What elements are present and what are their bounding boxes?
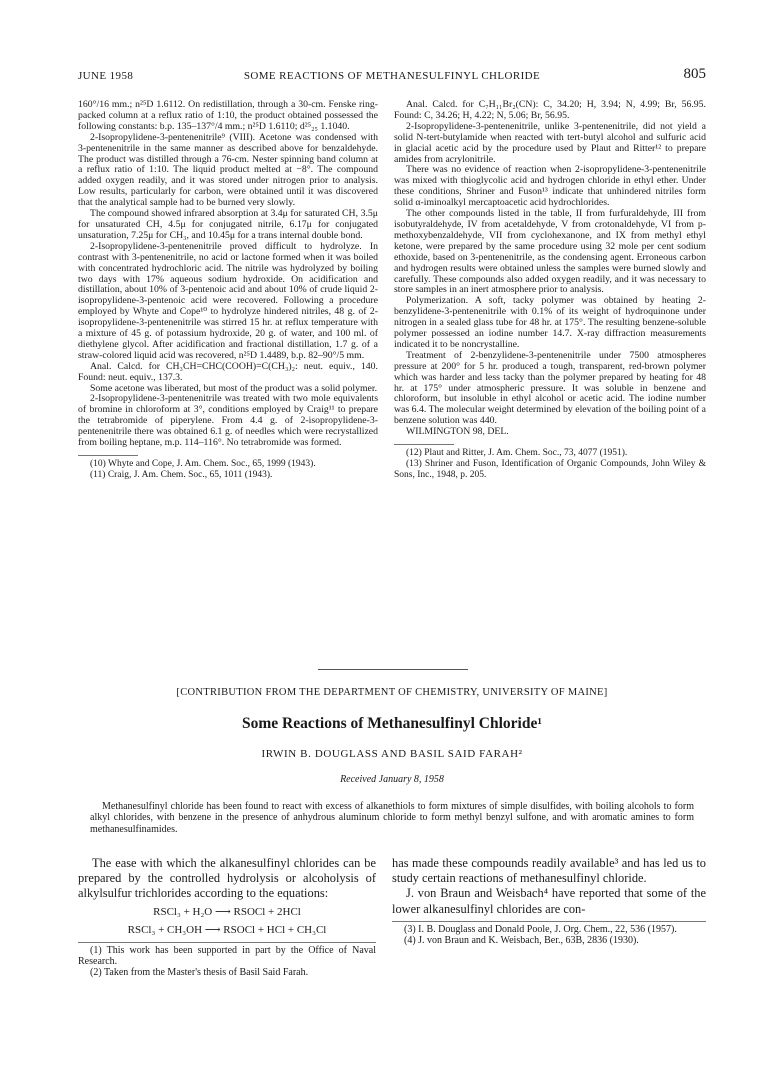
paragraph: The compound showed infrared absorption at 3.4μ for saturated CH, 3.5μ for unsaturated CH, 4.5μ for conjugated nitrile, 6.17μ for conjugated unsaturation, 7.25μ for CH₃, and 10.45μ for a trans internal double bond. — [78, 208, 378, 241]
body-footnotes-left — [78, 942, 376, 979]
equation: RSCl₃ + CH₃OH ⟶ RSOCl + HCl + CH₃Cl — [127, 923, 327, 936]
contribution-line: [CONTRIBUTION FROM THE DEPARTMENT OF CHEMISTRY, UNIVERSITY OF MAINE] — [176, 687, 608, 698]
paragraph: 2-Isopropylidene-3-pentenenitrile proved difficult to hydrolyze. In contrast with 3-pentenenitrile, no acid or lactone formed when it was boiled with concentrated hydrochloric acid. The nitrile was hydrolyzed by boiling two days with 17% aqueous sodium hydroxide. On acidification and distillation, about 10% of 3-pentenoic acid and about 10% of crude liquid 2-isopropylidene-3-pentenoic acid were recovered. Following a procedure employed by Whyte and Cope¹⁰ to hydrolyze hindered nitriles, 48 g. of 2-isopropylidene-3-pentenenitrile was stirred 15 hr. at reflux temperature with a mixture of 45 g. of potassium hydroxide, 20 g. of water, and 100 ml. of diethylene glycol. After acidification and fractional distillation, 1.7 g. of a straw-colored liquid acid was recovered, n²⁵D 1.4489, b.p. 82–90°/5 mm. — [78, 240, 378, 361]
footnote: (3) I. B. Douglass and Donald Poole, J. Org. Chem., 22, 536 (1957). — [404, 923, 677, 935]
body-right-column — [392, 856, 706, 946]
footnote: (12) Plaut and Ritter, J. Am. Chem. Soc., 73, 4077 (1951). — [406, 448, 628, 459]
paragraph: 160°/16 mm.; n²⁵D 1.6112. On redistillation, through a 30-cm. Fenske ring-packed column at a reflux ratio of 1:10, the product obtained possessed the following constants: b.p. 135–137°/4 mm.; n²⁵D 1.6110; d²⁵₂₅ 1.1040. — [78, 99, 378, 132]
paragraph: 2-Isopropylidene-3-pentenenitrile, unlike 3-pentenenitrile, did not yield a solid N-tert-butylamide when reacted with tert-butyl alcohol and sulfuric acid in glacial acetic acid by the procedure used by Plaut and Ritter¹² to prepare amides from acrylonitrile. — [394, 120, 706, 165]
paragraph: 2-Isopropylidene-3-pentenenitrile was treated with two mole equivalents of bromine in chloroform at 3°, conditions employed by Craig¹¹ to prepare the tetrabromide of piperylene. From 4.4 g. of 2-isopropylidene-3-pentenenitrile there was obtained 6.1 g. of needles which were recrystallized from boiling heptane, m.p. 114–116°. No tetrabromide was formed. — [78, 393, 378, 449]
equation: RSCl₃ + H₂O ⟶ RSOCl + 2HCl — [153, 905, 301, 918]
section-divider — [318, 669, 468, 670]
body-paragraph: has made these compounds readily available³ and has led us to study certain reactions of methanesulfinyl chloride. — [392, 856, 706, 886]
abstract: Methanesulfinyl chloride has been found to react with excess of alkanethiols to form mixtures of simple disulfides, with boiling alcohols to form alkyl chlorides, with benzene in the presence of anhydrous aluminum chloride to form methyl benzyl sulfone, and with aromatic amines to form methanesulfinamides. — [90, 801, 694, 835]
body-paragraph: The ease with which the alkanesulfinyl chlorides can be prepared by the controlled hydrolysis or alcoholysis of alkylsulfur trichlorides according to the equations: — [78, 856, 376, 901]
footnote: (4) J. von Braun and K. Weisbach, Ber., 63B, 2836 (1930). — [404, 935, 639, 947]
received-date: Received January 8, 1958 — [340, 774, 444, 785]
footnote: (13) Shriner and Fuson, Identification of Organic Compounds, John Wiley & Sons, Inc., 1948, p. 205. — [394, 459, 706, 480]
right-column — [394, 100, 706, 481]
page-number: 805 — [683, 66, 706, 82]
footnotes-right — [394, 444, 706, 481]
footnote: (1) This work has been supported in part by the Office of Naval Research. — [78, 944, 376, 967]
left-column — [78, 100, 378, 481]
paragraph: Anal. Calcd. for C₇H₁₁Br₂(CN): C, 34.20; H, 3.94; N, 4.99; Br, 56.95. Found: C, 34.26; H, 4.22; N, 5.06; Br, 56.95. — [394, 99, 706, 121]
paragraph: Anal. Calcd. for CH₃CH=CHC(COOH)=C(CH₃)₂: neut. equiv., 140. Found: neut. equiv., 137.3. — [78, 360, 378, 383]
footnotes-left — [78, 455, 378, 481]
place-line: WILMINGTON 98, DEL. — [406, 426, 509, 438]
paragraph: There was no evidence of reaction when 2-isopropylidene-3-pentenenitrile was mixed with thioglycolic acid and hydrogen chloride in ethyl ether. Under these conditions, Shriner and Fuson¹³ indicate that unhindered nitriles form solid α-iminoalkyl mercaptoacetic acid hydrochlorides. — [394, 164, 706, 209]
body-footnotes-right — [392, 921, 706, 947]
article-authors: IRWIN B. DOUGLASS AND BASIL SAID FARAH² — [261, 748, 523, 760]
footnote: (11) Craig, J. Am. Chem. Soc., 65, 1011 (1943). — [90, 469, 273, 480]
footnote: (10) Whyte and Cope, J. Am. Chem. Soc., 65, 1999 (1943). — [90, 459, 316, 469]
paragraph: The other compounds listed in the table, II from furfuraldehyde, III from isobutyraldehyde, IV from acetaldehyde, V from crotonaldehyde, VI from p-methoxybenzaldehyde, VII from cyclohexanone, and IX from methyl ethyl ketone, were prepared by the same procedure using 32 mole per cent sodium ethoxide, based on 3-pentenenitrile, as the condensing agent. Erroneous carbon and hydrogen results were obtained unless the samples were burned slowly and carefully. These compounds also added oxygen readily, and it was necessary to store samples in an inert atmosphere prior to analysis. — [394, 208, 706, 296]
header-date: JUNE 1958 — [78, 70, 134, 82]
body-left-column — [78, 856, 376, 979]
paragraph: Some acetone was liberated, but most of the product was a solid polymer. — [90, 382, 378, 394]
body-paragraph: J. von Braun and Weisbach⁴ have reported that some of the lower alkanesulfinyl chlorides are con- — [392, 886, 706, 916]
header-running-title: SOME REACTIONS OF METHANESULFINYL CHLORIDE — [243, 70, 541, 82]
footnote: (2) Taken from the Master's thesis of Basil Said Farah. — [90, 967, 309, 979]
paragraph: 2-Isopropylidene-3-pentenenitrile⁹ (VIII). Acetone was condensed with 3-pentenenitrile in the same manner as described above for benzaldehyde. The product was distilled through a 76-cm. Nester spinning band column at a reflux ratio of 1:10. The liquid product melted at −8°. The compound added oxygen readily, and it was stored under nitrogen prior to analysis. Low results, particularly for carbon, were obtained until it was discovered that the analytical sample had to be burned very slowly. — [78, 131, 378, 209]
paragraph: Polymerization. A soft, tacky polymer was obtained by heating 2-benzylidene-3-pentenenitrile with 0.1% of its weight of hydroquinone under nitrogen in a sealed glass tube for 48 hr. at 175°. The resulting benzene-soluble polymer possessed an iodine number 14.7. X-ray diffraction measurements indicated it to be noncrystalline. — [394, 295, 706, 350]
article-title: Some Reactions of Methanesulfinyl Chloride¹ — [242, 715, 542, 732]
paragraph: Treatment of 2-benzylidene-3-pentenenitrile under 7500 atmospheres pressure at 200° for 5 hr. produced a tough, transparent, red-brown polymer which was harder and less tacky than the polymer prepared by heating for 48 hr. at 175° under atmospheric pressure. It was soluble in benzene and chloroform, but insoluble in ethyl alcohol or acetic acid. The iodine number was 6.4. The molecular weight determined by elevation of the boiling point of a benzene solution was 440. — [394, 349, 706, 427]
page-header — [78, 68, 706, 84]
